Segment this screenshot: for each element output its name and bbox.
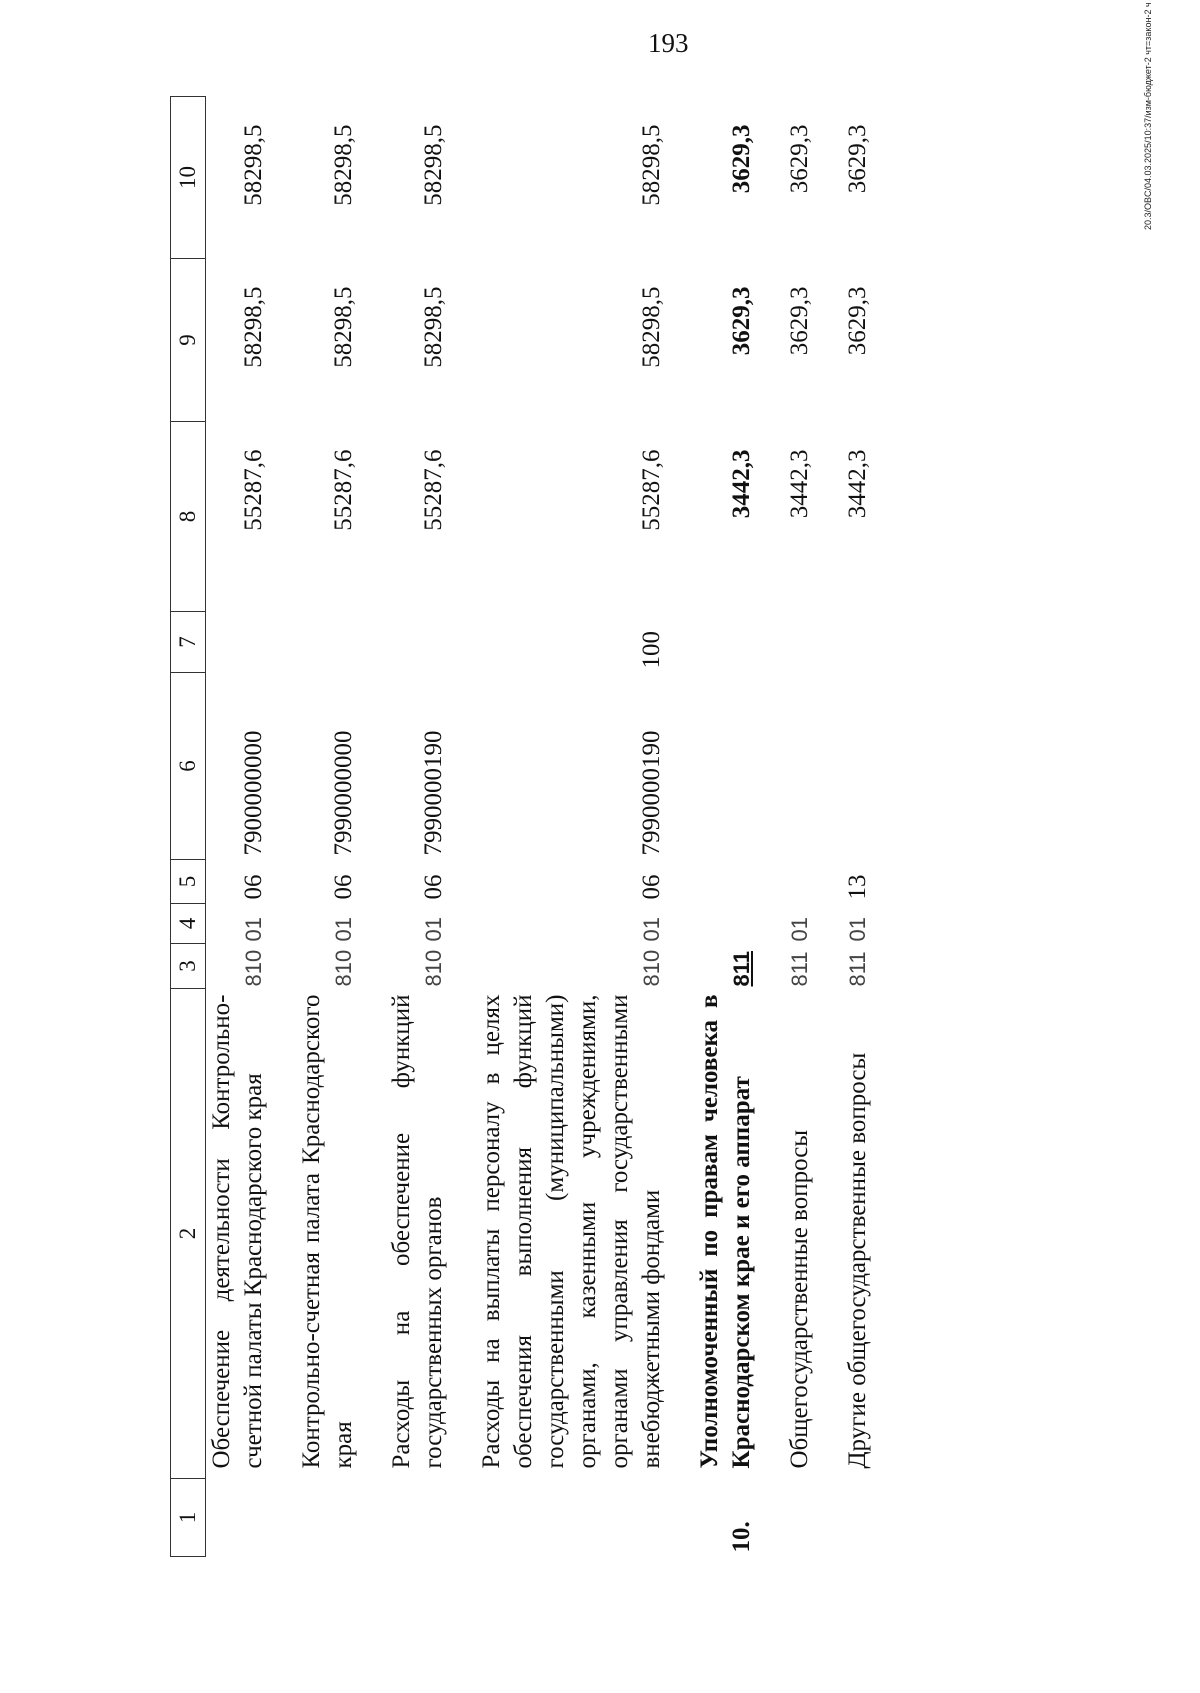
col6-value — [758, 673, 816, 860]
row-number — [816, 1479, 874, 1557]
col3-value: 811 — [729, 951, 754, 987]
row-name: Контрольно-счетная палата Краснодарского края — [298, 994, 357, 1469]
row-number — [360, 1479, 450, 1557]
col8-value: 55287,6 — [420, 449, 447, 531]
row-name: Общегосударственные вопросы — [786, 1129, 813, 1469]
row-name: Уполномоченный по правам человека в Краснодарском крае и его аппарат — [696, 994, 755, 1469]
col3-value: 810 — [421, 949, 446, 987]
col9-value: 3629,3 — [786, 286, 813, 356]
page-number: 193 — [648, 28, 689, 58]
col-header-4: 4 — [171, 904, 206, 944]
table-body — [206, 97, 875, 1557]
col9-value: 58298,5 — [240, 286, 267, 368]
col7-value — [270, 612, 360, 673]
col7-value — [668, 612, 758, 673]
budget-table — [170, 96, 874, 1557]
row-name: Обеспечение деятельности Контрольно-счетной палаты Краснодарского края — [208, 994, 267, 1469]
col8-value: 55287,6 — [240, 449, 267, 531]
row-name: Другие общегосударственные вопросы — [844, 1052, 871, 1469]
col7-value — [758, 612, 816, 673]
col10-value: 3629,3 — [844, 124, 871, 194]
col5-value: 06 — [330, 874, 357, 900]
col6-value: 7990000000 — [330, 730, 357, 856]
col4-value: 01 — [639, 917, 664, 942]
col-header-10: 10 — [171, 97, 206, 259]
col-header-5: 5 — [171, 860, 206, 904]
col4-value — [668, 904, 758, 944]
col7-value: 100 — [638, 631, 665, 669]
col10-value: 58298,5 — [240, 124, 267, 206]
footer-code: 20.3/OBC/04.03.2025/10:37/изм-бюджет-2 чт=закон-2 ч — [1143, 2, 1153, 230]
col5-value — [758, 860, 816, 904]
col9-value: 58298,5 — [330, 286, 357, 368]
col8-value: 55287,6 — [638, 449, 665, 531]
row-name: Расходы на обеспечение функций государственных органов — [388, 994, 447, 1469]
col5-value: 06 — [420, 874, 447, 900]
col4-value: 01 — [845, 917, 870, 942]
col-header-9: 9 — [171, 259, 206, 422]
row-name: Расходы на выплаты персоналу в целях обеспечения выполнения функций государственными (муниципальными) органами, казенными учреждениями, органами управления государственными внебюджетными фондами — [478, 994, 665, 1469]
col6-value — [668, 673, 758, 860]
col9-value: 3629,3 — [728, 286, 755, 356]
col4-value: 01 — [787, 917, 812, 942]
col10-value: 3629,3 — [786, 124, 813, 194]
col6-value: 7990000190 — [420, 730, 447, 856]
col3-value: 811 — [845, 951, 870, 987]
col9-value: 58298,5 — [638, 286, 665, 368]
col-header-2: 2 — [171, 989, 206, 1479]
col4-value: 01 — [331, 917, 356, 942]
col5-value: 13 — [844, 874, 871, 900]
col8-value: 3442,3 — [728, 449, 755, 519]
col9-value: 58298,5 — [420, 286, 447, 368]
col3-value: 810 — [331, 949, 356, 987]
table-row — [450, 97, 668, 1557]
table-row — [270, 97, 360, 1557]
table-row — [360, 97, 450, 1557]
col10-value: 3629,3 — [728, 124, 755, 194]
row-number: 10. — [728, 1521, 755, 1553]
col3-value: 810 — [639, 949, 664, 987]
col7-value — [206, 612, 271, 673]
col10-value: 58298,5 — [638, 124, 665, 206]
header-row — [171, 97, 206, 1557]
table-row — [206, 97, 271, 1557]
row-number — [206, 1479, 271, 1557]
row-number — [758, 1479, 816, 1557]
col6-value: 7900000000 — [240, 730, 267, 856]
col-header-1: 1 — [171, 1479, 206, 1557]
row-number — [450, 1479, 668, 1557]
col-header-8: 8 — [171, 422, 206, 612]
col3-value: 810 — [241, 949, 266, 987]
col6-value: 7990000190 — [638, 730, 665, 856]
col-header-7: 7 — [171, 612, 206, 673]
col7-value — [360, 612, 450, 673]
col7-value — [816, 612, 874, 673]
col6-value — [816, 673, 874, 860]
col8-value: 3442,3 — [844, 449, 871, 519]
col3-value: 811 — [787, 951, 812, 987]
row-number — [270, 1479, 360, 1557]
col8-value: 3442,3 — [786, 449, 813, 519]
col10-value: 58298,5 — [420, 124, 447, 206]
col5-value: 06 — [240, 874, 267, 900]
col10-value: 58298,5 — [330, 124, 357, 206]
col9-value: 3629,3 — [844, 286, 871, 356]
col4-value: 01 — [421, 917, 446, 942]
table-row — [758, 97, 816, 1557]
col8-value: 55287,6 — [330, 449, 357, 531]
col-header-3: 3 — [171, 944, 206, 989]
col5-value: 06 — [638, 874, 665, 900]
col-header-6: 6 — [171, 673, 206, 860]
table-row — [668, 97, 758, 1557]
col4-value: 01 — [241, 917, 266, 942]
budget-table-rotated — [170, 97, 1140, 1557]
table-row — [816, 97, 874, 1557]
col5-value — [668, 860, 758, 904]
